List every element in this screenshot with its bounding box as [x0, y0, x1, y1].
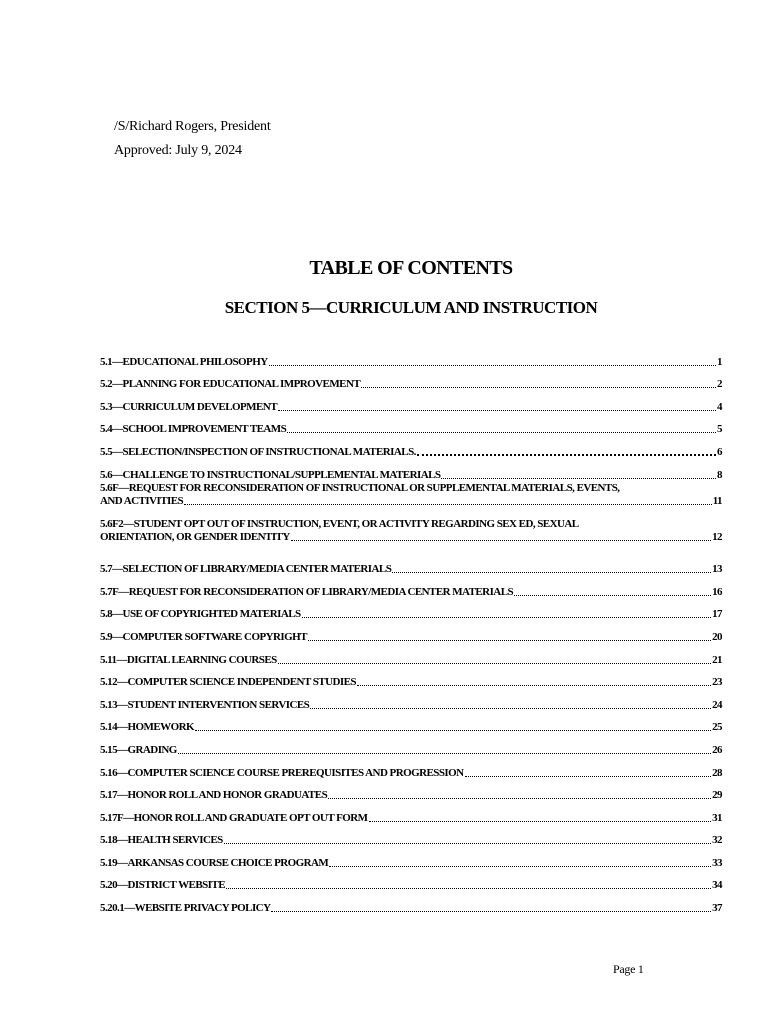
- toc-heading: TABLE OF CONTENTS: [309, 257, 513, 279]
- toc-entry-label: 5.5—SELECTION/INSPECTION OF INSTRUCTIONAL MATERIALS.: [100, 445, 416, 458]
- toc-entry-label: 5.7F—REQUEST FOR RECONSIDERATION OF LIBRARY/MEDIA CENTER MATERIALS: [100, 585, 514, 598]
- toc-entry-label: 5.9—COMPUTER SOFTWARE COPYRIGHT: [100, 630, 307, 643]
- toc-entry[interactable]: [100, 689, 722, 712]
- dot-leader: [441, 477, 716, 479]
- table-of-contents: [100, 346, 722, 915]
- dot-leader: [224, 842, 711, 844]
- dot-leader: [361, 386, 716, 388]
- toc-entry-label: 5.4—SCHOOL IMPROVEMENT TEAMS: [100, 423, 287, 436]
- toc-entry-page: 16: [712, 585, 722, 598]
- toc-entry-page: 12: [712, 530, 722, 543]
- dot-leader: [291, 539, 711, 541]
- toc-entry[interactable]: [100, 459, 722, 482]
- toc-entry-label: 5.20.1—WEBSITE PRIVACY POLICY: [100, 902, 271, 915]
- toc-entry-label: 5.12—COMPUTER SCIENCE INDEPENDENT STUDIES: [100, 676, 356, 689]
- toc-entry-page: 17: [712, 608, 722, 621]
- dot-leader: [357, 684, 711, 686]
- toc-entry-label: 5.17F—HONOR ROLL AND GRADUATE OPT OUT FORM: [100, 811, 368, 824]
- toc-entry[interactable]: [100, 369, 722, 392]
- toc-entry-page: 26: [712, 743, 722, 756]
- toc-entry-label: 5.18—HEALTH SERVICES: [100, 834, 223, 847]
- dot-leader: [271, 910, 711, 912]
- toc-entry-label: 5.14—HOMEWORK: [100, 721, 194, 734]
- dot-leader: [278, 409, 716, 411]
- dot-leader: [278, 662, 711, 664]
- toc-entry-label: 5.15—GRADING: [100, 743, 177, 756]
- toc-entry[interactable]: [100, 414, 722, 437]
- toc-entry-page: 28: [712, 766, 722, 779]
- toc-entry[interactable]: [100, 482, 722, 518]
- toc-entry-label: 5.6F2—STUDENT OPT OUT OF INSTRUCTION, EVENT, OR ACTIVITY REGARDING SEX ED, SEXUAL: [100, 517, 579, 530]
- dot-leader: [302, 616, 712, 618]
- dot-leader: [329, 865, 711, 867]
- toc-entry-page: 29: [712, 789, 722, 802]
- toc-entry[interactable]: [100, 644, 722, 667]
- toc-entry-page: 13: [712, 563, 722, 576]
- page-number: Page 1: [613, 962, 644, 976]
- toc-entry[interactable]: [100, 599, 722, 622]
- toc-entry[interactable]: [100, 802, 722, 825]
- toc-entry[interactable]: [100, 346, 722, 369]
- toc-entry-page: 1: [717, 355, 722, 368]
- toc-entry-label: 5.7—SELECTION OF LIBRARY/MEDIA CENTER MATERIALS: [100, 563, 392, 576]
- dot-leader: [308, 639, 711, 641]
- toc-entry[interactable]: [100, 870, 722, 893]
- toc-entry-label: 5.19—ARKANSAS COURSE CHOICE PROGRAM: [100, 856, 329, 869]
- toc-entry[interactable]: [100, 734, 722, 757]
- toc-entry-label: 5.1—EDUCATIONAL PHILOSOPHY: [100, 355, 268, 368]
- toc-entry-label: 5.16—COMPUTER SCIENCE COURSE PREREQUISITES AND PROGRESSION: [100, 766, 464, 779]
- dot-leader: [226, 887, 711, 889]
- toc-entry[interactable]: [100, 892, 722, 915]
- toc-entry[interactable]: [100, 576, 722, 599]
- toc-entry-page: 20: [712, 630, 722, 643]
- toc-entry[interactable]: [100, 667, 722, 690]
- dot-leader: [392, 571, 711, 573]
- toc-entry-page: 4: [717, 400, 722, 413]
- toc-entry[interactable]: [100, 847, 722, 870]
- dot-leader: [287, 431, 716, 433]
- dot-leader: [514, 594, 711, 596]
- toc-entry-page: 34: [712, 879, 722, 892]
- signature-line: /S/Richard Rogers, President: [114, 119, 271, 134]
- toc-entry[interactable]: [100, 757, 722, 780]
- toc-entry[interactable]: [100, 825, 722, 848]
- toc-entry-page: 24: [712, 698, 722, 711]
- dot-leader: [417, 453, 716, 456]
- toc-entry[interactable]: [100, 554, 722, 577]
- toc-entry-label: 5.20—DISTRICT WEBSITE: [100, 879, 225, 892]
- toc-entry-label: 5.11—DIGITAL LEARNING COURSES: [100, 653, 277, 666]
- toc-entry-page: 33: [712, 856, 722, 869]
- dot-leader: [195, 729, 711, 731]
- toc-entry[interactable]: [100, 436, 722, 459]
- toc-entry-label: 5.6F—REQUEST FOR RECONSIDERATION OF INSTRUCTIONAL OR SUPPLEMENTAL MATERIALS, EVENTS,: [100, 481, 620, 494]
- dot-leader: [184, 503, 712, 505]
- section-heading: SECTION 5—CURRICULUM AND INSTRUCTION: [224, 298, 598, 317]
- approval-date: Approved: July 9, 2024: [114, 143, 242, 158]
- dot-leader: [369, 820, 712, 822]
- toc-entry[interactable]: [100, 518, 722, 554]
- toc-entry-page: 37: [712, 902, 722, 915]
- toc-entry-page: 25: [712, 721, 722, 734]
- toc-entry-label: 5.3—CURRICULUM DEVELOPMENT: [100, 400, 277, 413]
- dot-leader: [178, 752, 711, 754]
- toc-entry-label: 5.17—HONOR ROLL AND HONOR GRADUATES: [100, 789, 328, 802]
- toc-entry-page: 6: [717, 445, 722, 458]
- dot-leader: [465, 775, 712, 777]
- dot-leader: [269, 364, 716, 366]
- toc-entry-label: 5.13—STUDENT INTERVENTION SERVICES: [100, 698, 310, 711]
- toc-entry-page: 21: [712, 653, 722, 666]
- toc-entry-page: 31: [712, 811, 722, 824]
- toc-entry[interactable]: [100, 391, 722, 414]
- toc-entry-label: 5.8—USE OF COPYRIGHTED MATERIALS: [100, 608, 301, 621]
- toc-entry-page: 5: [717, 423, 722, 436]
- dot-leader: [310, 707, 711, 709]
- toc-entry-label: 5.6—CHALLENGE TO INSTRUCTIONAL/SUPPLEMENTAL MATERIALS: [100, 468, 441, 481]
- toc-entry[interactable]: [100, 621, 722, 644]
- toc-entry-label-continued: ORIENTATION, OR GENDER IDENTITY: [100, 530, 290, 543]
- toc-entry[interactable]: [100, 712, 722, 735]
- toc-entry[interactable]: [100, 780, 722, 803]
- toc-entry-label-continued: AND ACTIVITIES: [100, 494, 184, 507]
- toc-entry-page: 8: [717, 468, 722, 481]
- toc-entry-page: 32: [712, 834, 722, 847]
- toc-entry-page: 23: [712, 676, 722, 689]
- toc-entry-page: 2: [717, 378, 722, 391]
- dot-leader: [328, 797, 711, 799]
- toc-entry-label: 5.2—PLANNING FOR EDUCATIONAL IMPROVEMENT: [100, 378, 361, 391]
- toc-entry-page: 11: [712, 494, 722, 507]
